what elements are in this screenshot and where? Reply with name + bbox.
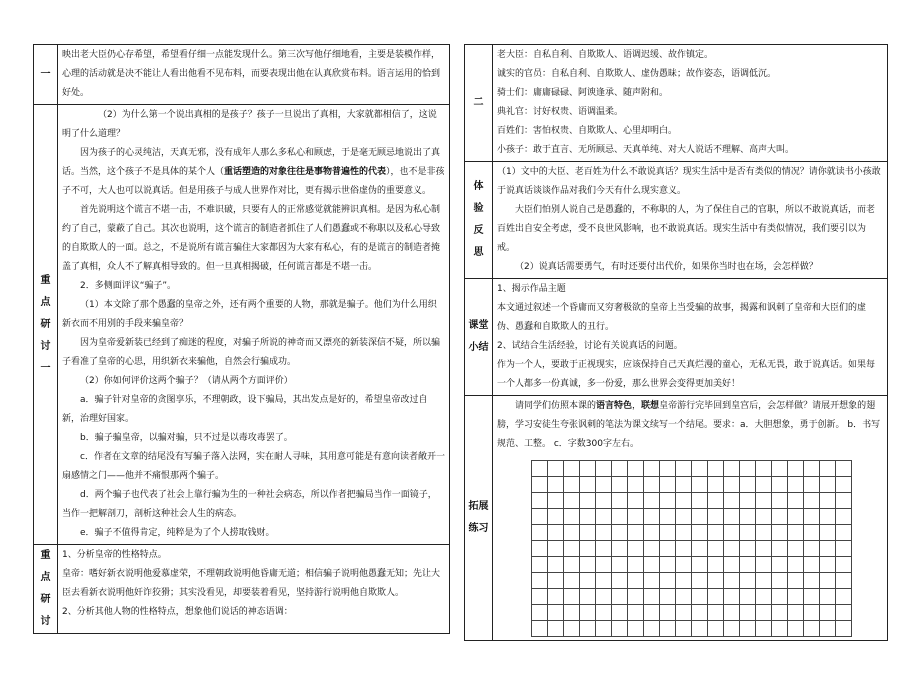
grid-cell[interactable]	[564, 605, 580, 621]
grid-cell[interactable]	[788, 557, 804, 573]
grid-cell[interactable]	[676, 477, 692, 493]
grid-cell[interactable]	[724, 621, 740, 637]
grid-cell[interactable]	[772, 525, 788, 541]
grid-cell[interactable]	[660, 541, 676, 557]
grid-cell[interactable]	[804, 621, 820, 637]
grid-cell[interactable]	[580, 605, 596, 621]
grid-cell[interactable]	[692, 573, 708, 589]
grid-cell[interactable]	[708, 525, 724, 541]
grid-cell[interactable]	[804, 589, 820, 605]
grid-cell[interactable]	[836, 525, 852, 541]
grid-cell[interactable]	[628, 461, 644, 477]
grid-cell[interactable]	[836, 621, 852, 637]
grid-cell[interactable]	[756, 541, 772, 557]
grid-cell[interactable]	[564, 621, 580, 637]
exercise-content	[493, 396, 888, 641]
grid-cell[interactable]	[596, 621, 612, 637]
grid-cell[interactable]	[644, 621, 660, 637]
grid-cell[interactable]	[596, 477, 612, 493]
grid-cell[interactable]	[788, 621, 804, 637]
section-label-summary: 课堂 小结	[465, 279, 493, 396]
grid-cell[interactable]	[804, 573, 820, 589]
grid-cell[interactable]	[836, 493, 852, 509]
grid-cell[interactable]	[724, 557, 740, 573]
grid-cell[interactable]	[628, 557, 644, 573]
grid-cell[interactable]	[548, 509, 564, 525]
grid-cell[interactable]	[564, 573, 580, 589]
grid-cell[interactable]	[676, 541, 692, 557]
grid-cell[interactable]	[820, 557, 836, 573]
grid-cell[interactable]	[628, 493, 644, 509]
grid-cell[interactable]	[788, 589, 804, 605]
grid-cell[interactable]	[660, 525, 676, 541]
grid-cell[interactable]	[692, 493, 708, 509]
grid-cell[interactable]	[596, 525, 612, 541]
left-page-table	[33, 44, 450, 634]
grid-cell[interactable]	[580, 461, 596, 477]
grid-cell[interactable]	[596, 509, 612, 525]
grid-cell[interactable]	[724, 461, 740, 477]
grid-cell[interactable]	[580, 525, 596, 541]
grid-cell[interactable]	[740, 557, 756, 573]
grid-cell[interactable]	[644, 461, 660, 477]
grid-cell[interactable]	[564, 541, 580, 557]
grid-cell[interactable]	[788, 525, 804, 541]
grid-cell[interactable]	[772, 621, 788, 637]
grid-cell[interactable]	[708, 605, 724, 621]
grid-cell[interactable]	[660, 509, 676, 525]
grid-cell[interactable]	[836, 557, 852, 573]
key-study-content: （2）为什么第一个说出真相的是孩子？孩子一旦说出了真相，大家就都相信了，这说明了什么道理？ 因为孩子的心灵纯洁，天真无邪，没有成年人那么多私心和顾虑，于是毫无顾忌地说出了真话。当然，这个孩子不是具体的某个人（重话塑造的对象往往是事物普遍性的代表），也不是非孩子不可，大人也可以说真话。但是用孩子与成人世界作对比，更有揭示世俗虚伪的重要意义。 首先说明这个谎言不堪一击，不难识破，只要有人的正常感觉就能辨识真相。是因为私心制约了自己，蒙蔽了自己。其次也说明，这个谎言的制造者抓住了人们愚蠢或不称职以及私心导致的自欺欺人的一面。总之，不是说所有谎言骗住大家都因为大家有私心，有的是谎言的制造者掩盖了真相，众人不了解真相导致的。但一旦真相揭破，任何谎言都是不堪一击。 2．多侧面评议“骗子”。 （1）本文除了那个愚蠢的皇帝之外，还有两个重要的人物，那就是骗子。他们为什么用织新衣而不用别的手段来骗皇帝？ 因为皇帝爱新装已经到了痴迷的程度，对骗子所说的神奇而又漂亮的新装深信不疑，所以骗子看准了皇帝的心思，用织新衣来骗他，自然会行骗成功。 （2）你如何评价这两个骗子？（请从两个方面评价） a．骗子针对皇帝的贪图享乐，不理朝政，设下骗局，其出发点是好的，希望皇帝改过自新，治理好国家。 b．骗子骗皇帝，以骗对骗，只不过是以毒攻毒罢了。 c．作者在文章的结尾没有写骗子落入法网，实在耐人寻味，其用意可能是有意向读者敞开一扇感情之门——他并不痛恨那两个骗子。 d．两个骗子也代表了社会上靠行骗为生的一种社会病态，所以作者把骗局当作一面镜子，当作一把解剖刀，剖析这种社会人生的病态。 e．骗子不值得肯定，纯粹是为了个人捞取钱财。	[58, 105, 450, 545]
grid-cell[interactable]	[740, 493, 756, 509]
grid-cell[interactable]	[612, 589, 628, 605]
grid-cell[interactable]	[820, 493, 836, 509]
grid-cell[interactable]	[788, 461, 804, 477]
grid-cell[interactable]	[612, 557, 628, 573]
grid-cell[interactable]	[692, 557, 708, 573]
grid-cell[interactable]	[708, 509, 724, 525]
grid-cell[interactable]	[820, 477, 836, 493]
grid-cell[interactable]	[548, 557, 564, 573]
grid-row	[532, 541, 852, 557]
grid-cell[interactable]	[580, 589, 596, 605]
grid-cell[interactable]	[644, 589, 660, 605]
grid-cell[interactable]	[724, 525, 740, 541]
grid-cell[interactable]	[740, 589, 756, 605]
grid-cell[interactable]	[548, 461, 564, 477]
grid-cell[interactable]	[804, 605, 820, 621]
grid-cell[interactable]	[612, 525, 628, 541]
reflection-content: （1）文中的大臣、老百姓为什么不敢说真话？现实生活中是否有类似的情况？请你就读书小孩敢于说真话谈谈作品对我们今天有什么现实意义。 大臣们怕别人说自己是愚蠢的，不称职的人，为了保住自己的官职，所以不敢说真话，而老百姓出自安全考虑，受不良世风影响，也不敢说真话。现实生活中有类似情况，我们要引以为戒。 （2）说真话需要勇气，有时还要付出代价，如果你当时也在场，会怎样做？	[493, 162, 888, 279]
grid-cell[interactable]	[580, 557, 596, 573]
grid-cell[interactable]	[708, 573, 724, 589]
grid-cell[interactable]	[724, 589, 740, 605]
grid-cell[interactable]	[836, 605, 852, 621]
grid-cell[interactable]	[676, 493, 692, 509]
grid-cell[interactable]	[788, 541, 804, 557]
summary-content: 1、揭示作品主题 本文通过叙述一个昏庸而又穷奢极欲的皇帝上当受骗的故事，揭露和讽刺了皇帝和大臣们的虚伪、愚蠢和自欺欺人的丑行。 2、试结合生活经验，讨论有关说真话的问题。 作为一个人，要敢于正视现实，应该保持自己天真烂漫的童心，无私无畏，敢于说真话。如果每一个人都多一份真诚，多一份爱，那么世界会变得更加美好！	[493, 279, 888, 396]
grid-cell[interactable]	[724, 541, 740, 557]
grid-cell[interactable]	[612, 541, 628, 557]
grid-cell[interactable]	[756, 477, 772, 493]
grid-cell[interactable]	[788, 573, 804, 589]
grid-cell[interactable]	[644, 573, 660, 589]
character-analysis: 1、分析皇帝的性格特点。 皇帝：嗜好新衣说明他爱慕虚荣，不理朝政说明他昏庸无道；相信骗子说明他愚蠢无知；先让大臣去看新衣说明他奸诈狡猾；其实没看见，却要装着看见，坚持游行说明他自欺欺人。 2、分析其他人物的性格特点，想象他们说话的神态语调：	[58, 545, 450, 634]
grid-cell[interactable]	[548, 573, 564, 589]
grid-cell[interactable]	[836, 509, 852, 525]
grid-cell[interactable]	[692, 477, 708, 493]
grid-cell[interactable]	[596, 589, 612, 605]
grid-cell[interactable]	[756, 509, 772, 525]
grid-cell[interactable]	[836, 573, 852, 589]
grid-cell[interactable]	[772, 493, 788, 509]
paragraph: 因为孩子的心灵纯洁，天真无邪，没有成年人那么多私心和顾虑，于是毫无顾忌地说出了真话。当然，这个孩子不是具体的某个人（重话塑造的对象往往是事物普遍性的代表），也不是非孩子不可，大人也可以说真话。但是用孩子与成人世界作对比，更有揭示世俗虚伪的重要意义。	[62, 148, 445, 196]
grid-cell[interactable]	[708, 621, 724, 637]
grid-cell[interactable]	[820, 621, 836, 637]
grid-cell[interactable]	[772, 605, 788, 621]
grid-row	[532, 621, 852, 637]
grid-cell[interactable]	[596, 461, 612, 477]
grid-cell[interactable]	[676, 621, 692, 637]
grid-cell[interactable]	[804, 477, 820, 493]
grid-cell[interactable]	[628, 525, 644, 541]
grid-cell[interactable]	[628, 509, 644, 525]
grid-cell[interactable]	[644, 509, 660, 525]
grid-cell[interactable]	[772, 541, 788, 557]
grid-row	[532, 525, 852, 541]
grid-cell[interactable]	[820, 509, 836, 525]
grid-cell[interactable]	[756, 573, 772, 589]
grid-cell[interactable]	[740, 573, 756, 589]
grid-cell[interactable]	[740, 621, 756, 637]
grid-cell[interactable]	[772, 589, 788, 605]
grid-cell[interactable]	[660, 605, 676, 621]
grid-cell[interactable]	[772, 477, 788, 493]
grid-cell[interactable]	[644, 493, 660, 509]
grid-cell[interactable]	[692, 589, 708, 605]
grid-cell[interactable]	[532, 557, 548, 573]
section-label-key-study-1: 重 点 研 讨 一	[34, 105, 58, 545]
section-label-two: 二	[465, 45, 493, 162]
grid-cell[interactable]	[820, 605, 836, 621]
grid-cell[interactable]	[612, 573, 628, 589]
grid-cell[interactable]	[724, 509, 740, 525]
grid-cell[interactable]	[532, 621, 548, 637]
grid-cell[interactable]	[804, 493, 820, 509]
grid-cell[interactable]	[676, 605, 692, 621]
grid-cell[interactable]	[564, 461, 580, 477]
grid-cell[interactable]	[564, 477, 580, 493]
grid-cell[interactable]	[532, 509, 548, 525]
grid-cell[interactable]	[612, 621, 628, 637]
grid-cell[interactable]	[548, 589, 564, 605]
grid-cell[interactable]	[756, 461, 772, 477]
grid-cell[interactable]	[724, 605, 740, 621]
grid-cell[interactable]	[660, 589, 676, 605]
grid-cell[interactable]	[532, 541, 548, 557]
grid-cell[interactable]	[692, 509, 708, 525]
grid-cell[interactable]	[596, 493, 612, 509]
grid-cell[interactable]	[564, 557, 580, 573]
section-label-exercise: 拓展 练习	[465, 396, 493, 641]
grid-cell[interactable]	[692, 461, 708, 477]
grid-cell[interactable]	[628, 477, 644, 493]
grid-cell[interactable]	[628, 541, 644, 557]
grid-cell[interactable]	[788, 509, 804, 525]
section-label-key-study-2: 重 点 研 讨	[34, 545, 58, 634]
grid-cell[interactable]	[788, 605, 804, 621]
grid-cell[interactable]	[612, 493, 628, 509]
grid-cell[interactable]	[692, 541, 708, 557]
grid-cell[interactable]	[804, 557, 820, 573]
grid-cell[interactable]	[596, 541, 612, 557]
grid-cell[interactable]	[532, 605, 548, 621]
grid-cell[interactable]	[548, 621, 564, 637]
grid-cell[interactable]	[740, 509, 756, 525]
grid-cell[interactable]	[532, 525, 548, 541]
grid-cell[interactable]	[580, 509, 596, 525]
grid-cell[interactable]	[740, 525, 756, 541]
grid-cell[interactable]	[772, 461, 788, 477]
grid-cell[interactable]	[804, 509, 820, 525]
right-page-table	[464, 44, 888, 641]
grid-cell[interactable]	[628, 605, 644, 621]
grid-cell[interactable]	[804, 461, 820, 477]
grid-cell[interactable]	[660, 461, 676, 477]
grid-cell[interactable]	[724, 493, 740, 509]
grid-cell[interactable]	[836, 589, 852, 605]
grid-cell[interactable]	[724, 573, 740, 589]
grid-cell[interactable]	[676, 557, 692, 573]
grid-cell[interactable]	[756, 605, 772, 621]
grid-cell[interactable]	[756, 589, 772, 605]
grid-cell[interactable]	[756, 493, 772, 509]
grid-cell[interactable]	[676, 573, 692, 589]
grid-cell[interactable]	[596, 605, 612, 621]
grid-cell[interactable]	[532, 493, 548, 509]
grid-cell[interactable]	[708, 541, 724, 557]
grid-cell[interactable]	[740, 477, 756, 493]
grid-cell[interactable]	[740, 461, 756, 477]
grid-cell[interactable]	[580, 477, 596, 493]
grid-row	[532, 461, 852, 477]
grid-cell[interactable]	[532, 573, 548, 589]
grid-cell[interactable]	[548, 493, 564, 509]
grid-cell[interactable]	[644, 541, 660, 557]
character-traits: 老大臣：自私自利、自欺欺人、语调迟缓、故作镇定。 诚实的官员：自私自利、自欺欺人、虚伪愚昧；故作姿态，语调低沉。 骑士们：庸庸碌碌、阿谀逢承、随声附和。 典礼官：讨好权贵、语调温柔。 百姓们：害怕权贵、自欺欺人、心里却明白。 小孩子：敢于直言、无所顾忌、天真单纯、对大人说话不理解、高声大叫。	[493, 45, 888, 162]
grid-cell[interactable]	[676, 589, 692, 605]
grid-cell[interactable]	[676, 461, 692, 477]
grid-cell[interactable]	[580, 621, 596, 637]
grid-cell[interactable]	[740, 605, 756, 621]
grid-cell[interactable]	[756, 557, 772, 573]
grid-cell[interactable]	[564, 493, 580, 509]
grid-cell[interactable]	[820, 525, 836, 541]
grid-row	[532, 477, 852, 493]
grid-cell[interactable]	[612, 461, 628, 477]
grid-cell[interactable]	[708, 477, 724, 493]
grid-cell[interactable]	[660, 477, 676, 493]
grid-cell[interactable]	[628, 573, 644, 589]
grid-cell[interactable]	[676, 525, 692, 541]
grid-cell[interactable]	[836, 477, 852, 493]
grid-cell[interactable]	[564, 525, 580, 541]
grid-cell[interactable]	[692, 605, 708, 621]
grid-cell[interactable]	[596, 557, 612, 573]
grid-cell[interactable]	[788, 493, 804, 509]
exercise-prompt: 请同学们仿照本课的语言特色，联想皇帝游行完毕回到皇宫后，会怎样做？请展开想象的翅膀，学习安徒生夸张讽刺的笔法为课文续写一个结尾。要求：a．大胆想象，勇于创新。 b．书写规范、工整。 c．字数300字左右。	[497, 401, 881, 449]
grid-cell[interactable]	[660, 621, 676, 637]
grid-cell[interactable]	[612, 509, 628, 525]
grid-row	[532, 557, 852, 573]
grid-cell[interactable]	[836, 461, 852, 477]
grid-cell[interactable]	[580, 541, 596, 557]
grid-cell[interactable]	[596, 573, 612, 589]
grid-row	[532, 509, 852, 525]
grid-cell[interactable]	[548, 541, 564, 557]
grid-cell[interactable]	[548, 605, 564, 621]
grid-cell[interactable]	[612, 605, 628, 621]
grid-cell[interactable]	[564, 589, 580, 605]
writing-grid[interactable]	[531, 460, 852, 637]
grid-cell[interactable]	[612, 477, 628, 493]
section-label-reflection: 体 验 反 思	[465, 162, 493, 279]
grid-cell[interactable]	[548, 477, 564, 493]
grid-cell[interactable]	[804, 541, 820, 557]
grid-cell[interactable]	[644, 605, 660, 621]
grid-cell[interactable]	[708, 589, 724, 605]
grid-cell[interactable]	[820, 589, 836, 605]
grid-cell[interactable]	[660, 493, 676, 509]
grid-cell[interactable]	[756, 525, 772, 541]
grid-cell[interactable]	[644, 477, 660, 493]
grid-cell[interactable]	[820, 541, 836, 557]
grid-cell[interactable]	[660, 573, 676, 589]
grid-cell[interactable]	[532, 461, 548, 477]
grid-cell[interactable]	[820, 573, 836, 589]
grid-cell[interactable]	[708, 493, 724, 509]
grid-cell[interactable]	[532, 477, 548, 493]
grid-cell[interactable]	[708, 557, 724, 573]
grid-cell[interactable]	[772, 509, 788, 525]
section-content: 映出老大臣仍心存希望，希望看仔细一点能发现什么。第三次写他仔细地看，主要是装模作样，心理的活动就是决不能让人看出他看不见布料，而要表现出他在认真欣赏布料。语言运用的恰到好处。	[58, 45, 450, 105]
grid-cell[interactable]	[548, 525, 564, 541]
grid-cell[interactable]	[532, 589, 548, 605]
grid-cell[interactable]	[676, 509, 692, 525]
grid-cell[interactable]	[644, 557, 660, 573]
grid-cell[interactable]	[756, 621, 772, 637]
grid-cell[interactable]	[772, 557, 788, 573]
grid-cell[interactable]	[740, 541, 756, 557]
grid-row	[532, 605, 852, 621]
grid-cell[interactable]	[580, 493, 596, 509]
grid-cell[interactable]	[692, 621, 708, 637]
grid-cell[interactable]	[772, 573, 788, 589]
grid-cell[interactable]	[820, 461, 836, 477]
grid-cell[interactable]	[836, 541, 852, 557]
grid-row	[532, 589, 852, 605]
grid-cell[interactable]	[628, 589, 644, 605]
section-label-one: 一	[34, 45, 58, 105]
grid-cell[interactable]	[660, 557, 676, 573]
grid-row	[532, 493, 852, 509]
grid-cell[interactable]	[708, 461, 724, 477]
grid-cell[interactable]	[788, 477, 804, 493]
grid-cell[interactable]	[644, 525, 660, 541]
grid-row	[532, 573, 852, 589]
grid-cell[interactable]	[724, 477, 740, 493]
grid-cell[interactable]	[804, 525, 820, 541]
grid-cell[interactable]	[692, 525, 708, 541]
grid-cell[interactable]	[580, 573, 596, 589]
grid-cell[interactable]	[628, 621, 644, 637]
grid-cell[interactable]	[564, 509, 580, 525]
